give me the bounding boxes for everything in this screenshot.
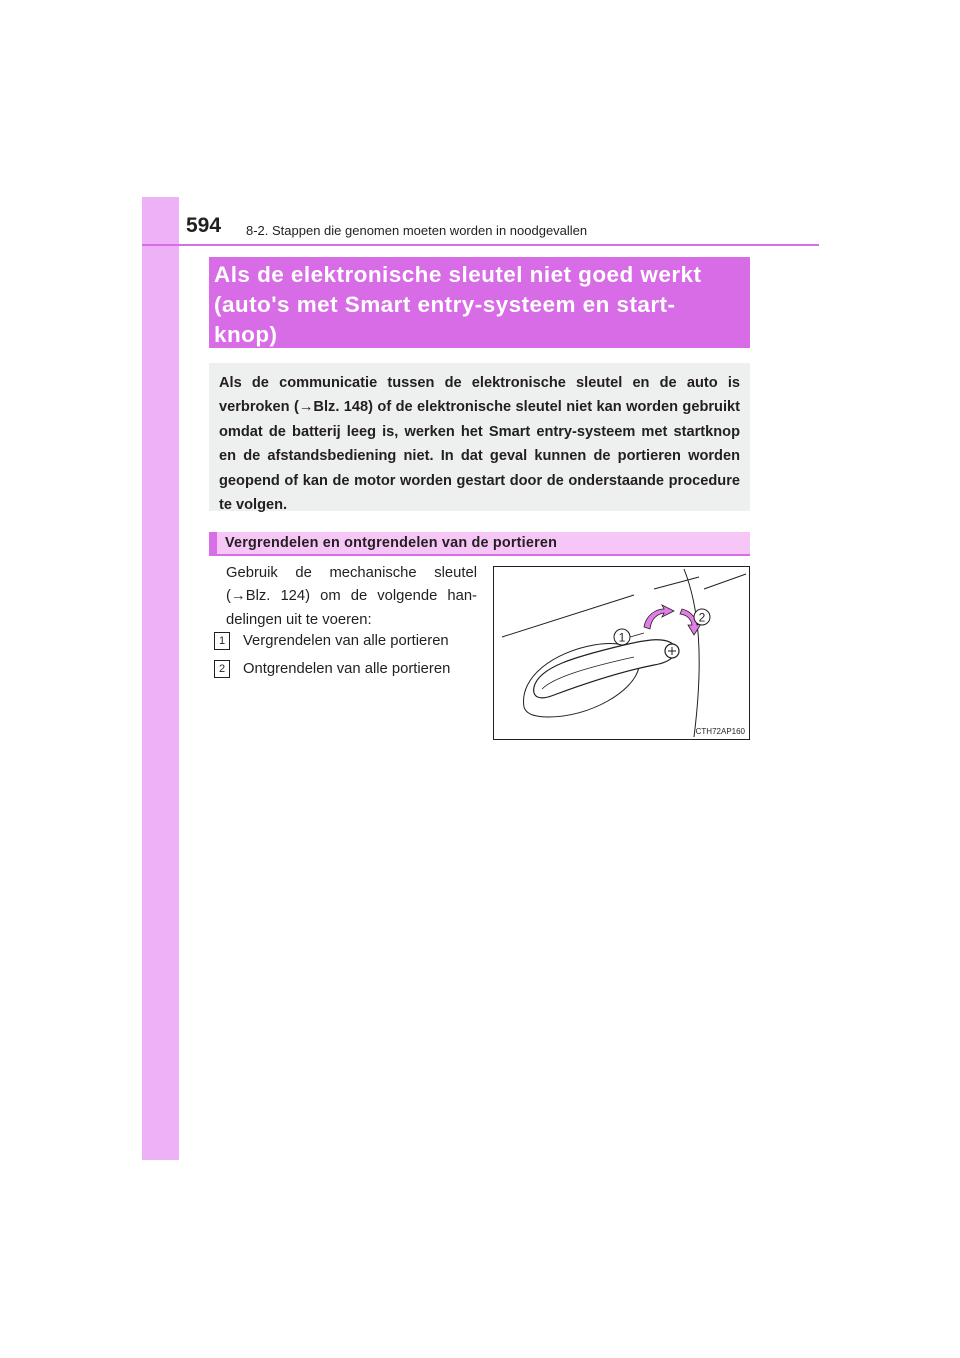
- figure-code: CTH72AP160: [695, 727, 745, 736]
- door-handle: [534, 640, 676, 698]
- subsection-title: Vergrendelen en ontgrendelen van de portieren: [225, 535, 558, 551]
- intro-box: [209, 363, 750, 514]
- side-tab-strip: [142, 197, 179, 1160]
- title-line: Als de elektronische sleutel niet goed werkt: [214, 262, 702, 287]
- section-title-box: [209, 257, 750, 348]
- subsection-heading-bar: [209, 532, 750, 556]
- callout-1-label: 1: [618, 630, 626, 645]
- step-item-unlock: [214, 660, 450, 678]
- intro-text: Als de communicatie tussen de elektronische sleutel en de auto is verbroken (→Blz. 148) of de elektronische sleutel niet kan worden gebruikt omdat de batterij leeg is, werken het Smart entry-systeem met startknop en de afstandsbediening niet. In dat geval kunnen de portieren worden geopend of kan de motor worden gestart door de onderstaande procedure te volgen.: [219, 375, 740, 514]
- step-label: Vergrendelen van alle portieren: [243, 633, 449, 649]
- lock-arrow-icon: [644, 605, 674, 629]
- header-rule: [142, 244, 819, 246]
- callout-2-label: 2: [698, 610, 706, 625]
- panel-line: [704, 574, 746, 589]
- panel-line: [502, 595, 634, 637]
- callout-1-leader: [630, 633, 644, 637]
- running-head: 8-2. Stappen die genomen moeten worden in noodgevallen: [246, 223, 588, 238]
- page-number: 594: [186, 214, 222, 237]
- panel-line: [654, 577, 699, 589]
- subsection-accent: [209, 532, 217, 554]
- step-number-badge: 2: [214, 660, 230, 678]
- door-handle-illustration: [493, 566, 750, 740]
- instruction-text: Gebruik de mechanische sleutel (→Blz. 124) om de volgende han-delingen uit te voeren:: [226, 565, 477, 628]
- door-edge-line: [684, 569, 699, 737]
- door-handle-drawing: [494, 567, 749, 739]
- title-line: knop): [214, 322, 278, 347]
- title-line: (auto's met Smart entry-systeem en start-: [214, 292, 676, 317]
- step-number-badge: 1: [214, 632, 230, 650]
- step-item-lock: [214, 632, 449, 650]
- step-label: Ontgrendelen van alle portieren: [243, 661, 451, 677]
